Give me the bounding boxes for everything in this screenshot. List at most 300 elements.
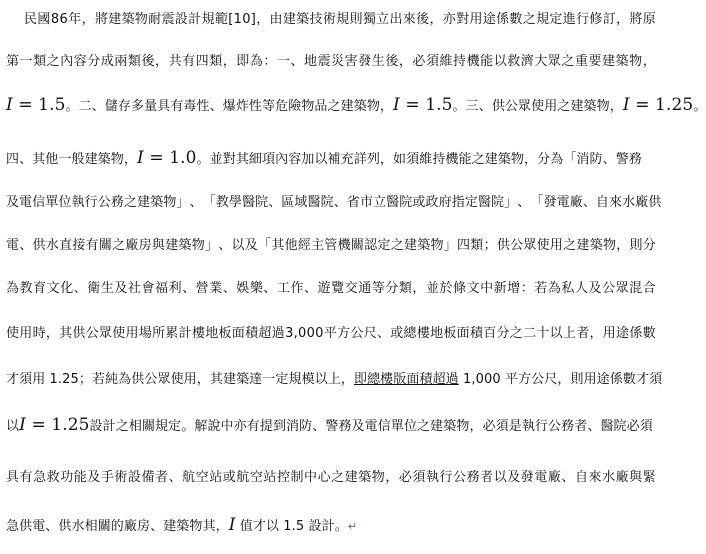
text-char: 一 (276, 54, 291, 69)
text-char: 、 (218, 238, 232, 253)
text-char: 能 (480, 54, 494, 69)
text-char: 使 (6, 326, 20, 341)
text-char: 利 (168, 281, 182, 296)
text-char: 板 (218, 326, 232, 341)
text-char: 時 (32, 326, 46, 341)
text-char: 築 (417, 238, 431, 253)
text-char: 混 (629, 281, 643, 296)
text-char: 設 (174, 12, 189, 27)
text-char: 重 (574, 54, 589, 69)
paragraph-line (6, 466, 656, 490)
text-char: 類 (209, 54, 223, 69)
text-char: 第 (6, 54, 20, 69)
text-char: 電 (19, 195, 33, 210)
text-char: 則 (629, 238, 643, 253)
text-char: 文 (466, 281, 480, 296)
text-char: 則 (349, 12, 363, 27)
text-char: 能 (73, 470, 87, 485)
text-char: 為 (249, 54, 263, 69)
text-char: 醫 (477, 195, 492, 210)
text-char: 及 (588, 281, 602, 296)
text-char: 房 (138, 238, 152, 253)
text-char: 來 (402, 12, 416, 27)
text-char: 為 (547, 281, 561, 296)
text-char: 政 (425, 195, 439, 210)
text-char: 航 (182, 470, 196, 485)
text-char: 醫 (241, 195, 256, 210)
text-char: 學 (228, 195, 242, 210)
text-char: 、 (182, 281, 196, 296)
text-char: 將 (94, 12, 109, 27)
text-char: 訂 (602, 12, 616, 27)
paragraph-line (6, 413, 656, 437)
text-char: 1 (233, 12, 242, 27)
text-char: 具 (6, 470, 20, 485)
text-char: 」 (204, 238, 219, 253)
text-char: 行 (576, 12, 590, 27)
text-char: 急 (33, 470, 47, 485)
text-char: 、 (582, 195, 596, 210)
text-char: 文 (46, 281, 60, 296)
text-char: 物 (371, 470, 385, 485)
text-char: 醫 (386, 195, 400, 210)
text-char: 、 (290, 54, 304, 69)
text-char: 場 (138, 326, 152, 341)
text-char: 眾 (98, 326, 113, 341)
text-char: 築 (150, 195, 164, 210)
text-char: 物 (134, 12, 149, 27)
text-char: 維 (439, 54, 453, 69)
text-char: 或 (412, 195, 426, 210)
text-char: 以 (493, 54, 507, 69)
text-char: 物 (602, 238, 617, 253)
text-char: 建 (403, 238, 418, 253)
text-char: 成 (100, 54, 114, 69)
text-char: 信 (32, 195, 46, 210)
text-char: 、 (168, 470, 182, 485)
math-expression: I = 1.25 (19, 415, 90, 435)
text-char: 於 (439, 281, 453, 296)
text-char: 者 (576, 326, 590, 341)
text-char: 民 (24, 12, 38, 27)
text-char: 須 (412, 470, 426, 485)
text-char: 須 (425, 54, 440, 69)
text-segment: 1,000 平方公尺，則用途係數才須 (458, 372, 663, 387)
text-char: 數 (642, 326, 656, 341)
text-char: 所 (152, 326, 166, 341)
text-char: 社 (127, 281, 142, 296)
text-char: 、 (517, 195, 531, 210)
text-char: 一 (19, 54, 33, 69)
text-char: 以 (549, 326, 563, 341)
text-char: ] (250, 12, 256, 27)
text-char: 震 (161, 12, 175, 27)
text-char: 途 (616, 326, 630, 341)
text-char: ， (385, 470, 399, 485)
paragraph-line (6, 368, 663, 392)
text-char: 有 (85, 238, 99, 253)
text-char: 修 (589, 12, 603, 27)
text-char: 其 (271, 238, 285, 253)
text-char: 分 (385, 281, 399, 296)
text-char: ， (616, 12, 630, 27)
text-char: 0 (306, 326, 315, 341)
text-char: 平 (323, 326, 337, 341)
text-char: 通 (358, 281, 372, 296)
text-char: 管 (324, 238, 338, 253)
paragraph-line (6, 322, 656, 346)
text-char: 發 (520, 470, 534, 485)
text-char: 板 (443, 326, 457, 341)
text-char: 主 (311, 238, 325, 253)
text-char: ， (642, 54, 656, 69)
text-char: 築 (178, 238, 192, 253)
text-char: 、 (189, 195, 203, 210)
text-char: 救 (46, 470, 60, 485)
text-char: 定 (549, 12, 563, 27)
text-char: 、 (304, 281, 318, 296)
text-char: 府 (438, 195, 452, 210)
text-char: 樓 (416, 326, 430, 341)
text-char: 積 (245, 326, 259, 341)
text-char: 控 (276, 470, 291, 485)
text-char: 技 (309, 12, 323, 27)
text-char: ， (429, 12, 443, 27)
text-char: ， (412, 281, 426, 296)
text-char: 兩 (114, 54, 128, 69)
text-char: 備 (141, 470, 155, 485)
text-char: 為 (6, 281, 20, 296)
text-char: 行 (84, 195, 98, 210)
text-char: 樂 (249, 281, 263, 296)
text-char: 尺 (363, 326, 377, 341)
text-char: 「 (530, 195, 544, 210)
text-char: 「 (202, 195, 216, 210)
text-char: 」 (443, 238, 457, 253)
text-char: 由 (269, 12, 283, 27)
text-char: 接 (72, 238, 86, 253)
text-char: 係 (496, 12, 510, 27)
text-char: 心 (317, 470, 331, 485)
text-char: 手 (100, 470, 114, 485)
text-char: 中 (304, 470, 318, 485)
text-char: 省 (346, 195, 360, 210)
text-char: 廠 (569, 195, 583, 210)
text-char: 業 (209, 281, 223, 296)
text-char: 單 (45, 195, 59, 210)
text-char: 築 (589, 238, 603, 253)
text-char: 建 (108, 12, 122, 27)
text-char: 、 (263, 281, 277, 296)
text-char: 範 (214, 12, 228, 27)
text-char: 建 (344, 470, 358, 485)
text-char: 計 (188, 12, 202, 27)
text-char: 3 (285, 326, 294, 341)
text-char: , (293, 326, 298, 341)
text-char: 發 (358, 54, 372, 69)
paragraph-line (6, 277, 656, 301)
text-char: 及 (114, 281, 128, 296)
text-char: 指 (451, 195, 465, 210)
text-char: 公 (602, 281, 616, 296)
text-char: 及 (87, 470, 101, 485)
text-char: ； (483, 238, 497, 253)
text-char: 積 (469, 326, 484, 341)
text-char: 院 (320, 195, 334, 210)
text-char: 進 (562, 12, 576, 27)
text-char: 條 (453, 281, 467, 296)
text-char: 獨 (362, 12, 376, 27)
paragraph-line (6, 513, 656, 537)
text-char: 廠 (125, 238, 139, 253)
text-char: 對 (456, 12, 470, 27)
text-char: 四 (457, 238, 471, 253)
text-char: 地 (205, 326, 219, 341)
text-char: 之 (563, 238, 577, 253)
text-char: 百 (483, 326, 497, 341)
text-char: 眾 (547, 54, 561, 69)
text-char: 物 (430, 238, 444, 253)
text-char: 方 (337, 326, 351, 341)
text-char: 直 (59, 238, 73, 253)
text-char: 空 (195, 470, 209, 485)
text-char: 容 (73, 54, 87, 69)
text-char: 站 (263, 470, 277, 485)
text-char: 、 (376, 326, 391, 341)
text-char: ： (263, 54, 277, 69)
text-char: 遊 (317, 281, 331, 296)
text-char: 內 (60, 54, 74, 69)
text-char: 立 (373, 195, 387, 210)
text-char: 機 (337, 238, 351, 253)
text-char: 定 (464, 195, 478, 210)
text-char: 公 (85, 326, 99, 341)
text-char: 後 (141, 54, 155, 69)
text-char: 若 (534, 281, 548, 296)
text-char: 物 (163, 195, 177, 210)
text-char: 分 (496, 326, 510, 341)
text-char: 規 (336, 12, 350, 27)
text-char: 0 (298, 326, 307, 341)
text-char: 供 (648, 195, 662, 210)
text-char: 供 (32, 238, 46, 253)
text-char: 公 (510, 238, 524, 253)
text-char: 上 (562, 326, 577, 341)
text-char: 生 (371, 54, 385, 69)
text-char: 用 (549, 238, 563, 253)
text-char: 之 (331, 470, 345, 485)
text-char: 認 (364, 238, 378, 253)
text-char: 營 (195, 281, 209, 296)
text-char: 其 (59, 326, 73, 341)
text-char: 務 (110, 195, 124, 210)
text-char: 術 (322, 12, 336, 27)
text-char: 之 (112, 238, 126, 253)
text-char: 及 (244, 238, 258, 253)
text-char: 生 (100, 281, 114, 296)
text-char: 即 (236, 54, 250, 69)
math-expression: I = 1.25 (622, 95, 694, 115)
text-char: 自 (574, 470, 589, 485)
text-char: 用 (19, 326, 33, 341)
text-char: 機 (466, 54, 480, 69)
text-char: 必 (412, 54, 426, 69)
text-char: 電 (534, 470, 548, 485)
text-char: 廠 (547, 470, 561, 485)
text-char: 之 (123, 195, 138, 210)
text-char: 之 (522, 12, 536, 27)
text-segment: 才須用 1.25；若純為供公眾使用，其建築達一定規模以上， (6, 372, 354, 387)
text-char: 數 (509, 12, 523, 27)
text-char: 廠 (635, 195, 649, 210)
text-char: 物 (191, 238, 205, 253)
text-char: 累 (165, 326, 179, 341)
text-char: 面 (231, 326, 245, 341)
text-char: 使 (536, 238, 550, 253)
text-segment: 。並對其細項內容加以補充詳列，如須維持機能之建築物，分為「消防、警務 (196, 152, 642, 167)
text-char: 築 (615, 54, 629, 69)
text-char: 新 (493, 281, 507, 296)
text-char: 、 (561, 470, 575, 485)
text-char: 眾 (523, 238, 537, 253)
text-char: 出 (389, 12, 403, 27)
paragraph-mark-icon: ↵ (347, 520, 358, 533)
text-char: 要 (588, 54, 602, 69)
text-char: 經 (297, 238, 311, 253)
text-char: 功 (60, 470, 74, 485)
text-segment: 。 (693, 99, 706, 114)
text-char: 築 (358, 470, 372, 485)
text-char: 大 (534, 54, 548, 69)
math-expression: I = 1.0 (137, 148, 197, 168)
text-char: 交 (344, 281, 358, 296)
text-char: 害 (344, 54, 358, 69)
text-char: 工 (276, 281, 291, 296)
text-char: 公 (97, 195, 111, 210)
text-char: 教 (215, 195, 229, 210)
text-segment: 以 (6, 419, 20, 434)
text-char: 電 (6, 238, 20, 253)
text-char: 區 (281, 195, 295, 210)
text-char: 等 (371, 281, 385, 296)
math-expression: I = 1.5 (393, 95, 453, 115)
text-char: 」 (504, 195, 518, 210)
text-char: 公 (453, 470, 467, 485)
text-char: ， (81, 12, 95, 27)
text-char: 域 (294, 195, 308, 210)
text-char: 廠 (615, 470, 629, 485)
text-char: 關 (98, 238, 112, 253)
text-char: 建 (602, 54, 616, 69)
text-char: 總 (403, 326, 417, 341)
text-char: ， (45, 326, 59, 341)
text-char: 會 (141, 281, 155, 296)
text-char: 類 (398, 281, 412, 296)
text-char: ， (155, 54, 169, 69)
text-char: 、 (73, 281, 87, 296)
text-char: 面 (456, 326, 470, 341)
paragraph-line (6, 191, 662, 215)
text-char: 規 (536, 12, 550, 27)
text-char: 院 (255, 195, 269, 210)
text-char: 與 (629, 470, 643, 485)
text-char: ， (222, 54, 236, 69)
paragraph-line (6, 93, 706, 117)
text-char: 並 (425, 281, 440, 296)
text-char: 、 (222, 281, 236, 296)
text-char: 後 (385, 54, 399, 69)
text-char: 術 (114, 470, 128, 485)
text-char: 制 (290, 470, 304, 485)
text-char: 增 (507, 281, 521, 296)
text-char: 與 (151, 238, 166, 253)
text-char: 化 (60, 281, 74, 296)
text-char: 築 (121, 12, 135, 27)
text-char: 緊 (642, 470, 656, 485)
text-char: 院 (491, 195, 505, 210)
text-char: 人 (574, 281, 589, 296)
text-char: 用 (125, 326, 139, 341)
text-segment: 急供電、供水相關的廠房、建築物其， (6, 519, 229, 534)
text-char: 0 (242, 12, 251, 27)
text-char: 國 (37, 12, 51, 27)
text-char: 年 (68, 12, 82, 27)
text-char: 之 (390, 238, 404, 253)
text-char: 執 (425, 470, 440, 485)
text-char: 係 (629, 326, 643, 341)
text-char: 計 (178, 326, 192, 341)
text-char: 他 (284, 238, 298, 253)
text-char: 用 (602, 326, 616, 341)
text-char: 四 (195, 54, 209, 69)
text-char: ： (520, 281, 534, 296)
paragraph-line (24, 8, 656, 32)
text-char: ， (616, 238, 630, 253)
text-char: 地 (304, 54, 318, 69)
text-char: 育 (33, 281, 47, 296)
text-char: 、 (333, 195, 347, 210)
text-char: 或 (222, 470, 236, 485)
text-char: 分 (642, 238, 656, 253)
text-char: 水 (622, 195, 636, 210)
text-segment: 設計之相關規定。解說中亦有提到消防、警務及電信單位之建築物，必須是執行公務者、醫院必須 (89, 419, 653, 434)
text-char: 電 (556, 195, 570, 210)
text-char: 眾 (615, 281, 629, 296)
text-char: 發 (543, 195, 557, 210)
text-char: 中 (480, 281, 494, 296)
text-char: 或 (390, 326, 404, 341)
text-char: 覽 (331, 281, 345, 296)
text-char: 有 (19, 470, 33, 485)
text-char: 類 (470, 238, 484, 253)
math-expression: I (228, 515, 236, 535)
text-char: 設 (127, 470, 142, 485)
text-char: 物 (629, 54, 643, 69)
text-char: 途 (482, 12, 496, 27)
text-char: 合 (642, 281, 656, 296)
text-char: 航 (236, 470, 250, 485)
text-char: 定 (377, 238, 391, 253)
text-char: 、 (268, 195, 282, 210)
text-segment: 值才以 1.5 設計。 (235, 519, 348, 534)
text-char: 必 (398, 470, 412, 485)
text-char: 用 (469, 12, 483, 27)
text-char: 」 (176, 195, 190, 210)
text-segment: 。三、供公眾使用之建築物， (452, 99, 623, 114)
text-char: 0 (315, 326, 324, 341)
text-char: 後 (416, 12, 430, 27)
text-char: 之 (46, 54, 60, 69)
